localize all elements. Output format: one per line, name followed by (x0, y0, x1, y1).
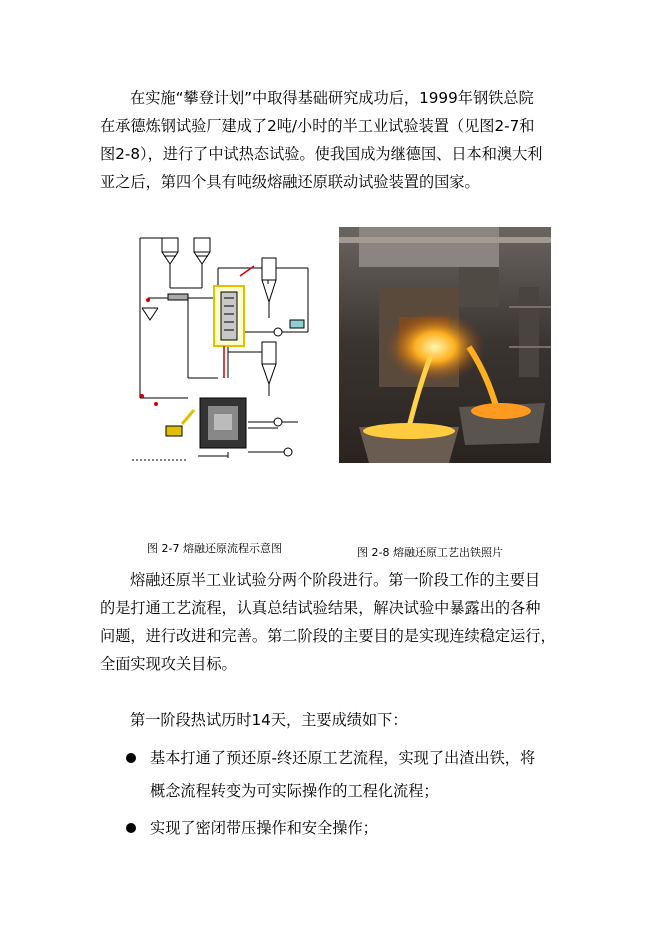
paragraph-line: 的是打通工艺流程，认真总结试验结果，解决试验中暴露出的各种 (100, 599, 541, 617)
figure-2-7-caption: 图 2-7 熔融还原流程示意图 (147, 542, 282, 555)
bullet-text: 概念流程转变为可实际操作的工程化流程； (150, 782, 439, 800)
paragraph-line: 熔融还原半工业试验分两个阶段进行。第一阶段工作的主要目 (130, 571, 541, 589)
paragraph-line: 全面实现攻关目标。 (100, 655, 237, 673)
results-intro (100, 706, 562, 734)
tapping-photo (339, 227, 551, 463)
paragraph-line: 问题，进行改进和完善。第二阶段的主要目的是实现连续稳定运行， (100, 627, 556, 645)
bullet-text: 实现了密闭带压操作和安全操作； (150, 819, 378, 837)
paragraph-line: 第一阶段热试历时14天，主要成绩如下： (130, 711, 408, 729)
paragraph-line: 在承德炼钢试验厂建成了2吨/小时的半工业试验装置（见图2-7和 (100, 117, 535, 135)
stage-paragraph (100, 566, 562, 678)
paragraph-line: 亚之后，第四个具有吨级熔融还原联动试验装置的国家。 (100, 173, 480, 191)
bullet-icon (126, 823, 136, 833)
process-flow-diagram (128, 228, 318, 462)
paragraph-line: 在实施“攀登计划”中取得基础研究成功后，1999年钢铁总院 (130, 89, 534, 107)
bullet-icon (126, 753, 136, 763)
paragraph-line: 图2-8），进行了中试热态试验。使我国成为继德国、日本和澳大利 (100, 145, 543, 163)
bullet-text: 基本打通了预还原-终还原工艺流程，实现了出渣出铁，将 (150, 749, 536, 767)
figure-2-8-caption: 图 2-8 熔融还原工艺出铁照片 (357, 546, 503, 559)
intro-paragraph (100, 84, 562, 196)
